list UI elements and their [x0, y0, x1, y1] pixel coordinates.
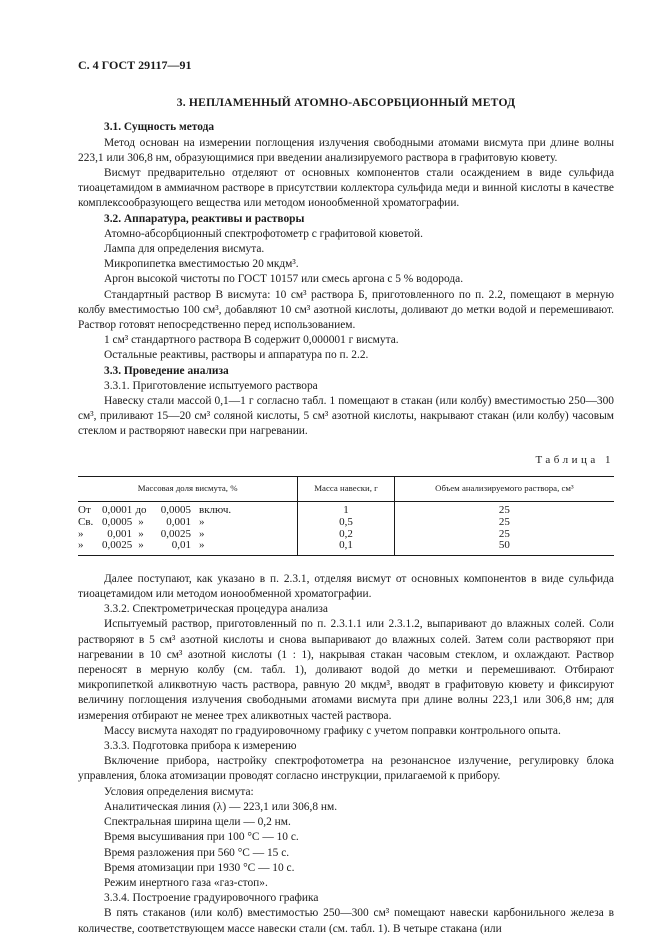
paragraph: Висмут предварительно отделяют от основных компонентов стали осаждением в виде сульфида тиоацетамидом в аммиачном растворе в присутствии коллектора сульфида меди и винной кислоты в качестве комплексообразующего вещества или методом ионообменной хроматографии. — [78, 167, 614, 210]
column-header-sample-mass: Масса навески, г — [298, 476, 394, 502]
paragraph: Атомно-абсорбционный спектрофотометр с графитовой кюветой. — [104, 227, 423, 240]
paragraph: Включение прибора, настройку спектрофотометра на резонансное излучение, регулировку блока управления, блока атомизации проводят согласно инструкции, прилагаемой к прибору. — [78, 755, 614, 783]
section-heading: 3.3. Проведение анализа — [104, 364, 229, 377]
paragraph: В пять стаканов (или колб) вместимостью 250—300 см³ помещают навески карбонильного железа в количестве, соответствующем массе навески стали (см. табл. 1). В четыре стакана (или — [78, 907, 614, 935]
paragraph: Микропипетка вместимостью 20 мкдм³. — [104, 258, 299, 271]
table-row — [78, 502, 614, 517]
range-from: 0,0025 — [102, 539, 133, 552]
cell-mass-fraction — [78, 517, 298, 529]
section-title: 3. НЕПЛАМЕННЫЙ АТОМНО-АБСОРБЦИОННЫЙ МЕТОД — [176, 96, 516, 110]
range-prefix: Св. — [78, 516, 94, 529]
text-block-1 — [78, 120, 614, 439]
cell-solution-volume: 25 — [394, 517, 614, 529]
paragraph: Метод основан на измерении поглощения излучения свободными атомами висмута при длине волны 223,1 или 306,8 нм, образующимися при введении анализируемого раствора в графитовую кювету. — [78, 136, 614, 164]
column-header-mass-fraction: Массовая доля висмута, % — [78, 476, 298, 502]
paragraph: Время разложения при 560 °С — 15 с. — [104, 846, 290, 859]
cell-sample-mass: 0,1 — [298, 540, 394, 555]
paragraph: Время атомизации при 1930 °С — 10 с. — [104, 861, 295, 874]
text-block-2 — [78, 572, 614, 937]
paragraph: 3.3.4. Построение градуировочного графика — [104, 892, 319, 905]
cell-solution-volume: 25 — [394, 502, 614, 517]
range-prefix: » — [78, 527, 84, 540]
range-suffix: включ. — [199, 504, 232, 517]
paragraph: Аргон высокой чистоты по ГОСТ 10157 или смесь аргона с 5 % водорода. — [104, 273, 464, 286]
paragraph: Остальные реактивы, растворы и аппаратура по п. 2.2. — [104, 349, 369, 362]
cell-sample-mass: 1 — [298, 502, 394, 517]
section-heading: 3.2. Аппаратура, реактивы и растворы — [104, 212, 305, 225]
range-suffix: » — [199, 516, 205, 529]
paragraph: 3.3.3. Подготовка прибора к измерению — [104, 740, 297, 753]
paragraph: 1 см³ стандартного раствора В содержит 0,000001 г висмута. — [104, 334, 399, 347]
paragraph: Массу висмута находят по градуировочному графику с учетом поправки контрольного опыта. — [104, 724, 561, 737]
section-heading: 3.1. Сущность метода — [104, 121, 215, 134]
paragraph: Режим инертного газа «газ-стоп». — [104, 876, 268, 889]
paragraph: Лампа для определения висмута. — [104, 243, 265, 256]
paragraph: Условия определения висмута: — [104, 785, 254, 798]
range-from: 0,001 — [107, 527, 132, 540]
paragraph: Испытуемый раствор, приготовленный по п. 2.3.1.1 или 2.3.1.2, выпаривают до влажных солей. Соли растворяют в 5 см³ азотной кислоты и снова выпаривают до влажных солей. Затем соли растворяют при нагревании в 10 см³ азотной кислоты (1 : 1), накрывая стакан часовым стеклом, и охлаждают. Раствор переносят в мерную колбу (см. табл. 1), доливают водой до метки и перемешивают. Отбирают микропипеткой аликвотную часть раствора, равную 20 мкдм³, вводят в графитовую кювету и фиксируют величину поглощения излучения свободными атомами висмута при длине волны 223,1 или 306,8 нм; для измерения отбирают не менее трех аликвотных частей раствора. — [78, 618, 614, 722]
range-to-word: до — [135, 504, 147, 517]
cell-sample-mass: 0,2 — [298, 529, 394, 541]
cell-solution-volume: 25 — [394, 529, 614, 541]
range-suffix: » — [199, 539, 205, 552]
paragraph: Аналитическая линия (λ) — 223,1 или 306,8 нм. — [104, 800, 338, 813]
paragraph: Стандартный раствор В висмута: 10 см³ раствора Б, приготовленного по п. 2.2, помещают в мерную колбу вместимостью 100 см³, добавляют 10 см³ азотной кислоты, доливают до метки водой и перемешивают. Раствор готовят непосредственно перед использованием. — [78, 288, 614, 332]
cell-sample-mass: 0,5 — [298, 517, 394, 529]
range-to-word: » — [138, 527, 144, 540]
data-table — [78, 476, 614, 556]
paragraph: Спектральная ширина щели — 0,2 нм. — [104, 816, 291, 829]
document-page — [78, 58, 614, 937]
range-prefix: От — [78, 504, 91, 517]
range-suffix: » — [199, 527, 205, 540]
range-to: 0,01 — [171, 539, 191, 552]
paragraph: Далее поступают, как указано в п. 2.3.1, отделяя висмут от основных компонентов в виде сульфида тиоацетамидом или методом ионообменной хроматографии. — [78, 572, 614, 601]
cell-mass-fraction — [78, 502, 298, 517]
paragraph: Время высушивания при 100 °С — 10 с. — [104, 831, 299, 844]
range-from: 0,0001 — [102, 504, 133, 517]
paragraph: 3.3.2. Спектрометрическая процедура анализа — [104, 603, 328, 616]
table-row — [78, 540, 614, 555]
page-header: С. 4 ГОСТ 29117—91 — [78, 58, 192, 72]
range-to: 0,0005 — [160, 504, 191, 517]
range-to-word: » — [138, 516, 144, 529]
table-row — [78, 517, 614, 529]
range-to: 0,0025 — [160, 527, 191, 540]
range-to-word: » — [138, 539, 144, 552]
range-to: 0,001 — [166, 516, 191, 529]
table-caption: Таблица 1 — [535, 453, 614, 466]
column-header-solution-volume: Объем анализируемого раствора, см³ — [394, 476, 614, 502]
cell-solution-volume: 50 — [394, 540, 614, 555]
paragraph: Навеску стали массой 0,1—1 г согласно табл. 1 помещают в стакан (или колбу) вместимостью 250—300 см³, приливают 15—20 см³ соляной кислоты, 5 см³ азотной кислоты, накрывают стакан (или колбу) часовым стеклом и растворяют навески при нагревании. — [78, 395, 614, 438]
range-from: 0,0005 — [102, 516, 133, 529]
cell-mass-fraction — [78, 540, 298, 555]
range-prefix: » — [78, 539, 84, 552]
paragraph: 3.3.1. Приготовление испытуемого раствора — [104, 379, 318, 392]
